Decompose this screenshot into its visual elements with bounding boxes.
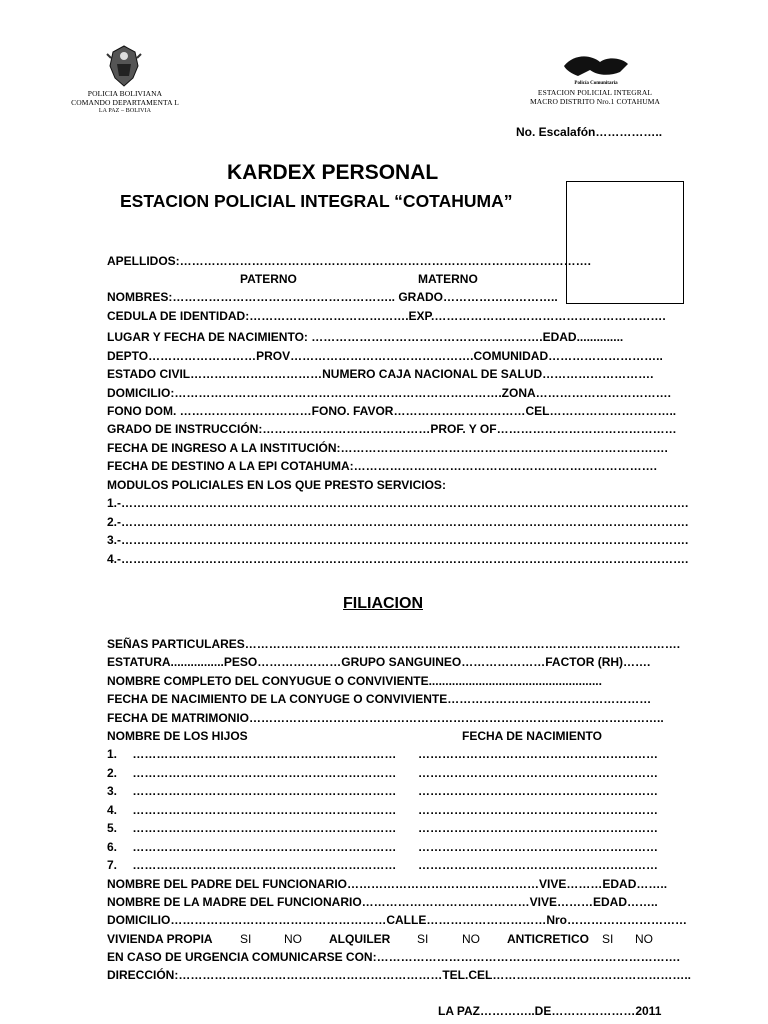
hijo-name: …………………………………………………………	[132, 784, 397, 798]
hijo-date: ……………………………………………………	[418, 747, 658, 761]
modulo-line-2: 2.-…………………………………………………………………………………………………………………………….	[107, 515, 689, 529]
modulo-line-3: 3.-…………………………………………………………………………………………………………………………….	[107, 533, 689, 547]
hijo-name: …………………………………………………………	[132, 840, 397, 854]
madre-field: NOMBRE DE LA MADRE DEL FUNCIONARIO……………………………………VIVE………EDAD……..	[107, 895, 658, 909]
footer-lapaz: LA PAZ…………..DE…………………2011	[438, 1004, 662, 1018]
hijo-row	[107, 784, 396, 798]
anticretico-label: ANTICRETICO	[507, 932, 589, 946]
propia-no-option: NO	[284, 932, 302, 946]
propia-si-option: SI	[240, 932, 252, 946]
community-police-logo	[560, 50, 632, 84]
materno-label: MATERNO	[418, 272, 478, 286]
hijo-row	[107, 747, 396, 761]
hijo-num: 1.	[107, 747, 118, 761]
alquiler-label: ALQUILER	[329, 932, 391, 946]
header-left-line2: COMANDO DEPARTAMENTA L	[71, 98, 179, 107]
modulos-label: MODULOS POLICIALES EN LOS QUE PRESTO SERVICIOS:	[107, 478, 446, 492]
hijo-name: …………………………………………………………	[132, 803, 397, 817]
header-left-line1: POLICIA BOLIVIANA	[87, 89, 163, 98]
conyuge-field: NOMBRE COMPLETO DEL CONYUGUE O CONVIVIENTE....................................................	[107, 674, 602, 688]
hijos-label: NOMBRE DE LOS HIJOS	[107, 729, 248, 743]
lugar-fecha-field: LUGAR Y FECHA DE NACIMIENTO: ………………………………………………….EDAD..............	[107, 330, 624, 344]
nombres-field: NOMBRES:……………………………………………….. GRADO………………………..	[107, 290, 558, 304]
domicilio2-field: DOMICILIO………………………………………………CALLE…………………………Nro…………………………	[107, 913, 687, 927]
header-left-text	[55, 89, 195, 116]
police-crest-icon	[105, 44, 143, 90]
hijo-name: …………………………………………………………	[132, 766, 397, 780]
hijo-row	[107, 766, 396, 780]
header-right-line2: MACRO DISTRITO Nro.1 COTAHUMA	[529, 97, 661, 106]
hijo-num: 7.	[107, 858, 118, 872]
header-right-text	[515, 88, 675, 106]
estatura-field: ESTATURA................PESO…………………GRUPO SANGUINEO…………………FACTOR (RH)…….	[107, 655, 651, 669]
hijo-date: ……………………………………………………	[418, 784, 658, 798]
hijo-date: ……………………………………………………	[418, 821, 658, 835]
page-title: KARDEX PERSONAL	[227, 161, 439, 184]
fecha-nacimiento-label: FECHA DE NACIMIENTO	[462, 729, 603, 743]
alquiler-no-option: NO	[462, 932, 480, 946]
hijo-row	[107, 803, 396, 817]
direccion-field: DIRECCIÓN:…………………………………………………………TEL.CEL…………………………………………..	[107, 968, 691, 982]
escalafon-field: No. Escalafón……………..	[516, 125, 663, 139]
header-right-line1: ESTACION POLICIAL INTEGRAL	[537, 88, 653, 97]
header-left-line3: LA PAZ – BOLIVIA	[98, 108, 152, 114]
matrimonio-field: FECHA DE MATRIMONIO…………………………………………………………………………………………..	[107, 711, 664, 725]
cedula-field: CEDULA DE IDENTIDAD:………………………………….EXP.………………………………………………….	[107, 309, 666, 323]
apellidos-field: APELLIDOS:………………………………………………………………………………………….	[107, 254, 592, 268]
hijo-date: ……………………………………………………	[418, 766, 658, 780]
anticretico-no-option: NO	[635, 932, 653, 946]
depto-field: DEPTO………………………PROV……………………………………….COMUNIDAD………………………..	[107, 349, 663, 363]
community-police-logo-text: Policía Comunitaria	[574, 81, 618, 86]
hijo-num: 2.	[107, 766, 118, 780]
hijo-row	[107, 858, 396, 872]
photo-box	[566, 181, 684, 304]
hijo-row	[107, 840, 396, 854]
police-crest-logo	[105, 44, 143, 90]
fono-field: FONO DOM. ……………………………FONO. FAVOR……………………………CEL…………………………..	[107, 404, 677, 418]
hijo-name: …………………………………………………………	[132, 821, 397, 835]
paterno-label: PATERNO	[240, 272, 297, 286]
page-subtitle: ESTACION POLICIAL INTEGRAL “COTAHUMA”	[120, 191, 513, 211]
handshake-icon	[560, 50, 632, 80]
urgencia-field: EN CASO DE URGENCIA COMUNICARSE CON:………………………………………………………………….	[107, 950, 680, 964]
padre-field: NOMBRE DEL PADRE DEL FUNCIONARIO…………………………………………VIVE………EDAD……..	[107, 877, 668, 891]
hijo-name: …………………………………………………………	[132, 858, 397, 872]
estado-civil-field: ESTADO CIVIL……………………………NUMERO CAJA NACIONAL DE SALUD……………………….	[107, 367, 654, 381]
hijo-date: ……………………………………………………	[418, 803, 658, 817]
vivienda-row	[107, 932, 653, 946]
filiacion-title: FILIACION	[343, 595, 423, 612]
hijo-num: 3.	[107, 784, 118, 798]
fecha-destino-field: FECHA DE DESTINO A LA EPI COTAHUMA:………………………………………………………………….	[107, 459, 657, 473]
hijo-date: ……………………………………………………	[418, 858, 658, 872]
alquiler-si-option: SI	[417, 932, 429, 946]
hijo-num: 6.	[107, 840, 118, 854]
hijo-num: 5.	[107, 821, 118, 835]
hijo-name: …………………………………………………………	[132, 747, 397, 761]
vivienda-propia-label: VIVIENDA PROPIA	[107, 932, 213, 946]
hijo-date: ……………………………………………………	[418, 840, 658, 854]
hijo-num: 4.	[107, 803, 118, 817]
senas-field: SEÑAS PARTICULARES……………………………………………………………………………………………….	[107, 637, 681, 651]
domicilio-field: DOMICILIO:……………………………………………………………………….ZONA…………………………….	[107, 386, 671, 400]
hijo-row	[107, 821, 396, 835]
fecha-ingreso-field: FECHA DE INGRESO A LA INSTITUCIÓN:……………………………………………………………………….	[107, 441, 668, 455]
grado-instruccion-field: GRADO DE INSTRUCCIÓN:……………………………………PROF. Y OF………………………………………	[107, 422, 677, 436]
fecha-conyuge-field: FECHA DE NACIMIENTO DE LA CONYUGE O CONVIVIENTE……………………………………………	[107, 692, 652, 706]
anticretico-si-option: SI	[602, 932, 614, 946]
modulo-line-4: 4.-…………………………………………………………………………………………………………………………….	[107, 552, 689, 566]
modulo-line-1: 1.-…………………………………………………………………………………………………………………………….	[107, 496, 689, 510]
